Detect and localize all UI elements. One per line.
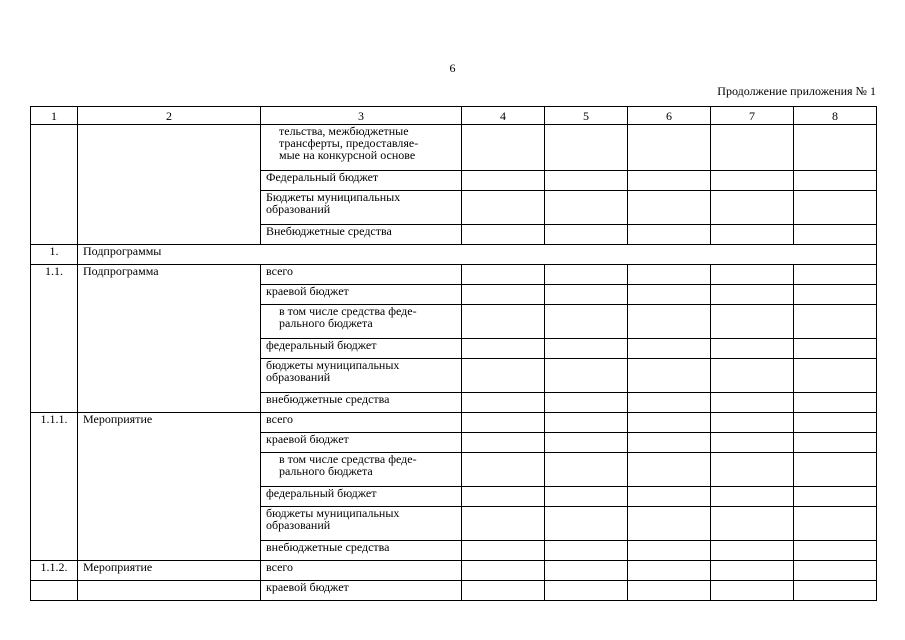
value-cell (711, 265, 794, 285)
value-cell (462, 581, 545, 601)
value-cell (711, 359, 794, 393)
value-cell (462, 265, 545, 285)
value-cell (628, 453, 711, 487)
value-cell (545, 507, 628, 541)
value-cell (545, 339, 628, 359)
source-line: трансферты, предоставляе- (279, 136, 419, 150)
value-cell (794, 171, 877, 191)
name-cell: Подпрограмма (78, 265, 261, 413)
source-cell: бюджеты муниципальных образований (261, 507, 462, 541)
source-cell: краевой бюджет (261, 433, 462, 453)
table-header (31, 107, 877, 125)
value-cell (628, 541, 711, 561)
value-cell (545, 171, 628, 191)
value-cell (462, 507, 545, 541)
header-cell: 5 (545, 107, 628, 125)
header-cell: 2 (78, 107, 261, 125)
page-number: 6 (449, 61, 456, 75)
header-cell: 8 (794, 107, 877, 125)
value-cell (628, 507, 711, 541)
section-row (31, 245, 877, 265)
number-cell (31, 125, 78, 245)
value-cell (794, 305, 877, 339)
source-cell: бюджеты муниципальных образований (261, 359, 462, 393)
name-cell (78, 125, 261, 245)
value-cell (628, 265, 711, 285)
value-cell (711, 561, 794, 581)
value-cell (794, 487, 877, 507)
source-line: тельства, межбюджетные (279, 124, 409, 138)
source-cell: всего (261, 561, 462, 581)
value-cell (462, 191, 545, 225)
value-cell (628, 125, 711, 171)
value-cell (462, 305, 545, 339)
value-cell (794, 413, 877, 433)
continuation-label: Продолжение приложения № 1 (717, 84, 876, 98)
value-cell (711, 125, 794, 171)
value-cell (711, 285, 794, 305)
source-cell: федеральный бюджет (261, 339, 462, 359)
value-cell (545, 305, 628, 339)
source-cell: внебюджетные средства (261, 393, 462, 413)
value-cell (462, 453, 545, 487)
number-cell: 1.1.2. (31, 561, 78, 581)
value-cell (711, 507, 794, 541)
value-cell (794, 359, 877, 393)
value-cell (462, 487, 545, 507)
value-cell (711, 541, 794, 561)
value-cell (545, 487, 628, 507)
table-row (31, 581, 877, 601)
value-cell (628, 561, 711, 581)
value-cell (628, 225, 711, 245)
value-cell (711, 453, 794, 487)
value-cell (794, 265, 877, 285)
number-cell (31, 581, 78, 601)
value-cell (462, 413, 545, 433)
name-cell: Мероприятие (78, 413, 261, 561)
value-cell (545, 433, 628, 453)
value-cell (462, 433, 545, 453)
number-cell: 1.1.1. (31, 413, 78, 561)
value-cell (711, 487, 794, 507)
header-cell: 7 (711, 107, 794, 125)
value-cell (545, 125, 628, 171)
value-cell (545, 225, 628, 245)
value-cell (794, 507, 877, 541)
value-cell (794, 453, 877, 487)
source-cell: федеральный бюджет (261, 487, 462, 507)
source-cell: Внебюджетные средства (261, 225, 462, 245)
name-cell: Мероприятие (78, 561, 261, 581)
value-cell (794, 581, 877, 601)
value-cell (794, 339, 877, 359)
value-cell (794, 225, 877, 245)
source-cell: в том числе средства феде-рального бюджета (261, 453, 462, 487)
value-cell (545, 265, 628, 285)
source-cell: Бюджеты муниципальных образований (261, 191, 462, 225)
header-cell: 4 (462, 107, 545, 125)
value-cell (711, 581, 794, 601)
header-cell: 3 (261, 107, 462, 125)
header-cell: 6 (628, 107, 711, 125)
value-cell (545, 285, 628, 305)
value-cell (794, 191, 877, 225)
value-cell (711, 305, 794, 339)
value-cell (628, 581, 711, 601)
value-cell (711, 433, 794, 453)
number-cell: 1.1. (31, 265, 78, 413)
value-cell (462, 125, 545, 171)
value-cell (462, 393, 545, 413)
header-row (31, 107, 877, 125)
value-cell (794, 285, 877, 305)
value-cell (545, 581, 628, 601)
value-cell (711, 413, 794, 433)
table-row (31, 125, 877, 171)
table-row (31, 265, 877, 285)
value-cell (711, 225, 794, 245)
value-cell (628, 339, 711, 359)
value-cell (711, 393, 794, 413)
value-cell (462, 541, 545, 561)
value-cell (462, 225, 545, 245)
value-cell (628, 487, 711, 507)
source-cell: Федеральный бюджет (261, 171, 462, 191)
value-cell (628, 191, 711, 225)
value-cell (545, 191, 628, 225)
value-cell (545, 393, 628, 413)
source-cell: краевой бюджет (261, 581, 462, 601)
value-cell (545, 413, 628, 433)
value-cell (628, 413, 711, 433)
value-cell (545, 453, 628, 487)
header-cell: 1 (31, 107, 78, 125)
value-cell (462, 171, 545, 191)
table-row (31, 561, 877, 581)
budget-table (30, 106, 877, 601)
value-cell (794, 393, 877, 413)
value-cell (794, 541, 877, 561)
source-cell: в том числе средства феде-рального бюджета (261, 305, 462, 339)
source-cell: всего (261, 413, 462, 433)
source-cell (261, 125, 462, 171)
value-cell (462, 359, 545, 393)
section-title: Подпрограммы (78, 245, 877, 265)
value-cell (711, 191, 794, 225)
table-row (31, 413, 877, 433)
name-cell (78, 581, 261, 601)
value-cell (628, 305, 711, 339)
value-cell (794, 125, 877, 171)
source-line: мые на конкурсной основе (279, 148, 416, 162)
value-cell (794, 561, 877, 581)
value-cell (545, 541, 628, 561)
value-cell (462, 285, 545, 305)
value-cell (628, 393, 711, 413)
value-cell (462, 561, 545, 581)
value-cell (711, 171, 794, 191)
value-cell (628, 359, 711, 393)
source-cell: внебюджетные средства (261, 541, 462, 561)
value-cell (545, 359, 628, 393)
value-cell (628, 171, 711, 191)
value-cell (711, 339, 794, 359)
source-cell: краевой бюджет (261, 285, 462, 305)
value-cell (628, 433, 711, 453)
value-cell (628, 285, 711, 305)
section-number: 1. (31, 245, 78, 265)
source-cell: всего (261, 265, 462, 285)
value-cell (794, 433, 877, 453)
value-cell (545, 561, 628, 581)
value-cell (462, 339, 545, 359)
